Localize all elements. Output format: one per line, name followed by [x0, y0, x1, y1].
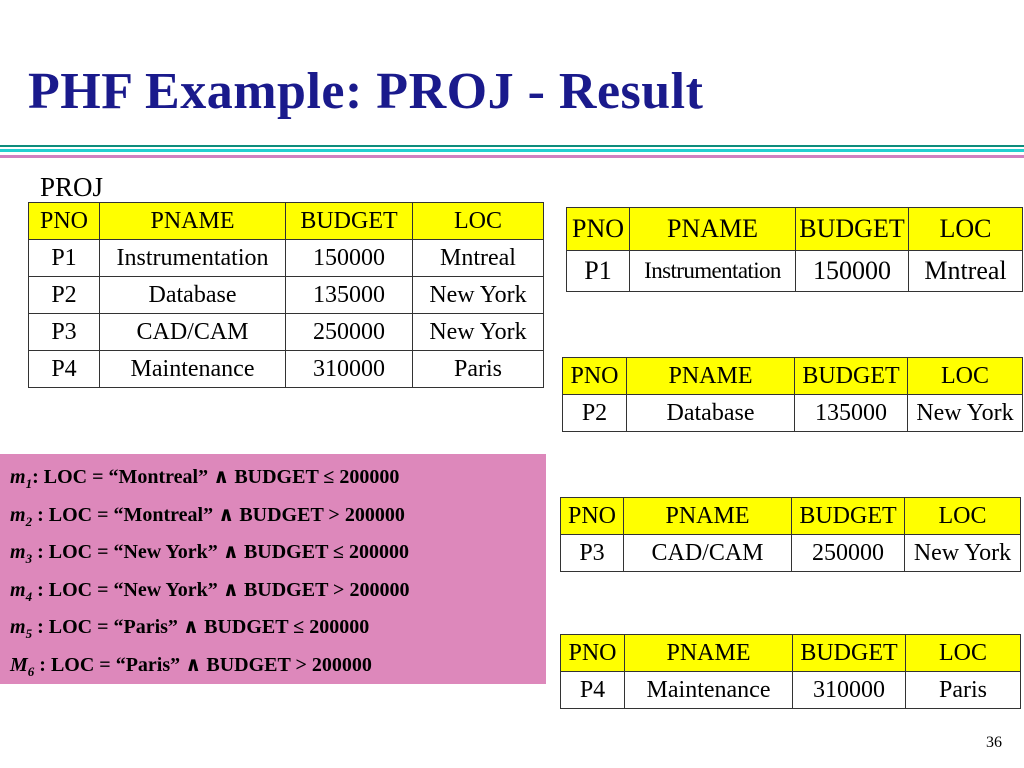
- column-header-pno: PNO: [29, 203, 100, 240]
- predicate-m3: $m_3$ : LOC = “New York” ∧ BUDGET ≤ 200000: [10, 541, 410, 566]
- cell-pno: P3: [29, 314, 100, 351]
- table-row: [29, 351, 544, 388]
- predicate-text: LOC = “New York” ∧ BUDGET > 200000: [43, 578, 410, 601]
- cell-pno: P2: [29, 277, 100, 314]
- predicate-text: LOC = “Montreal” ∧ BUDGET > 200000: [43, 503, 405, 526]
- cell-budget: 150000: [796, 251, 909, 292]
- table-row: [567, 251, 1023, 292]
- column-header-pno: PNO: [561, 635, 625, 672]
- predicate-m5: $m_5$ : LOC = “Paris” ∧ BUDGET ≤ 200000: [10, 616, 370, 641]
- predicate-m2: $m_2$ : LOC = “Montreal” ∧ BUDGET > 200000: [10, 503, 405, 529]
- column-header-budget: BUDGET: [795, 358, 908, 395]
- table-row: [561, 535, 1021, 572]
- cell-budget: 135000: [795, 395, 908, 432]
- fragment-table-4: [560, 634, 1021, 709]
- column-header-pname: PNAME: [627, 358, 795, 395]
- fragment-table-3: [560, 497, 1021, 572]
- column-header-pname: PNAME: [624, 498, 792, 535]
- cell-pname: Maintenance: [625, 672, 793, 709]
- column-header-pno: PNO: [563, 358, 627, 395]
- column-header-loc: LOC: [905, 498, 1021, 535]
- table-row: [29, 277, 544, 314]
- divider-rule-teal: [0, 145, 1024, 147]
- cell-pname: CAD/CAM: [624, 535, 792, 572]
- proj-table-label: PROJ: [40, 172, 104, 202]
- cell-pno: P4: [29, 351, 100, 388]
- column-header-loc: LOC: [906, 635, 1021, 672]
- column-header-budget: BUDGET: [793, 635, 906, 672]
- cell-pname: Maintenance: [100, 351, 286, 388]
- cell-pname: CAD/CAM: [100, 314, 286, 351]
- cell-budget: 135000: [286, 277, 413, 314]
- predicate-m4: $m_4$ : LOC = “New York” ∧ BUDGET > 200000: [10, 578, 410, 604]
- cell-pname: Database: [627, 395, 795, 432]
- proj-table: [28, 202, 544, 388]
- column-header-pname: PNAME: [625, 635, 793, 672]
- cell-loc: Mntreal: [909, 251, 1023, 292]
- divider-rule-cyan: [0, 149, 1024, 152]
- column-header-budget: BUDGET: [286, 203, 413, 240]
- cell-pno: P3: [561, 535, 624, 572]
- column-header-loc: LOC: [413, 203, 544, 240]
- divider-rule-pink: [0, 155, 1024, 158]
- table-header-row: [567, 208, 1023, 251]
- column-header-pno: PNO: [567, 208, 630, 251]
- cell-pname: Database: [100, 277, 286, 314]
- fragment-table-2: [562, 357, 1023, 432]
- predicate-m6: $M_6$ : LOC = “Paris” ∧ BUDGET > 200000: [10, 653, 372, 679]
- page-number: 36: [986, 734, 1002, 751]
- cell-budget: 310000: [793, 672, 906, 709]
- cell-loc: Paris: [413, 351, 544, 388]
- predicate-text: LOC = “Montreal” ∧ BUDGET ≤ 200000: [38, 466, 400, 488]
- column-header-budget: BUDGET: [792, 498, 905, 535]
- column-header-loc: LOC: [909, 208, 1023, 251]
- cell-budget: 150000: [286, 240, 413, 277]
- column-header-budget: BUDGET: [796, 208, 909, 251]
- cell-budget: 250000: [792, 535, 905, 572]
- cell-pno: P4: [561, 672, 625, 709]
- cell-pname: Instrumentation: [100, 240, 286, 277]
- cell-loc: New York: [413, 314, 544, 351]
- cell-loc: New York: [908, 395, 1023, 432]
- table-row: [29, 240, 544, 277]
- cell-loc: New York: [905, 535, 1021, 572]
- cell-budget: 250000: [286, 314, 413, 351]
- predicate-text: LOC = “Paris” ∧ BUDGET > 200000: [45, 653, 372, 676]
- fragment-table-1: [566, 207, 1023, 292]
- cell-loc: Mntreal: [413, 240, 544, 277]
- table-row: [563, 395, 1023, 432]
- table-header-row: [561, 498, 1021, 535]
- column-header-loc: LOC: [908, 358, 1023, 395]
- table-row: [29, 314, 544, 351]
- predicate-text: LOC = “New York” ∧ BUDGET ≤ 200000: [43, 541, 410, 563]
- table-header-row: [561, 635, 1021, 672]
- predicate-m1: $m_1$: LOC = “Montreal” ∧ BUDGET ≤ 200000: [10, 466, 400, 491]
- table-header-row: [563, 358, 1023, 395]
- cell-pname: Instrumentation: [630, 251, 796, 292]
- table-row: [561, 672, 1021, 709]
- minterm-predicates-box: [0, 454, 546, 684]
- cell-pno: P1: [567, 251, 630, 292]
- column-header-pname: PNAME: [630, 208, 796, 251]
- cell-pno: P2: [563, 395, 627, 432]
- column-header-pname: PNAME: [100, 203, 286, 240]
- cell-loc: New York: [413, 277, 544, 314]
- cell-budget: 310000: [286, 351, 413, 388]
- slide-title: PHF Example: PROJ - Result: [28, 63, 704, 120]
- cell-loc: Paris: [906, 672, 1021, 709]
- cell-pno: P1: [29, 240, 100, 277]
- column-header-pno: PNO: [561, 498, 624, 535]
- predicate-text: LOC = “Paris” ∧ BUDGET ≤ 200000: [43, 616, 370, 638]
- table-header-row: [29, 203, 544, 240]
